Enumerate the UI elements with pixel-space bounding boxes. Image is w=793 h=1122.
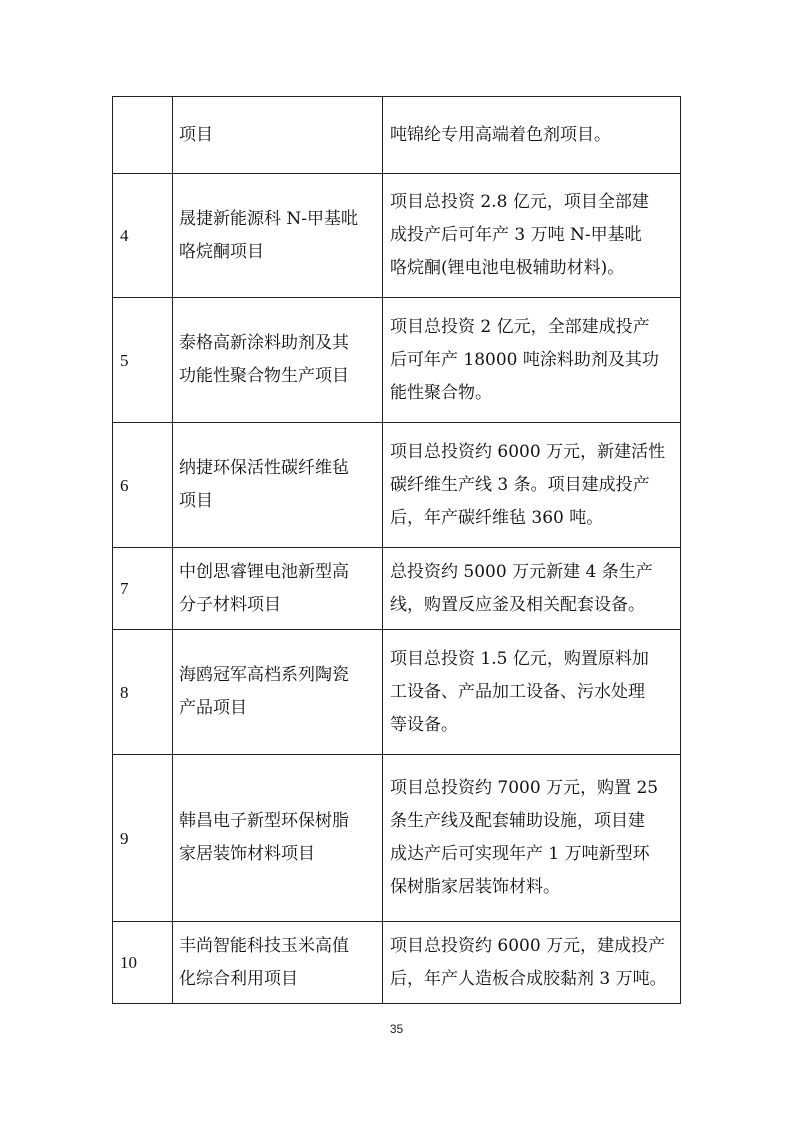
table-row: [113, 298, 681, 423]
table-row: [113, 630, 681, 755]
project-name-cell: [173, 755, 383, 922]
project-name-cell: [173, 174, 383, 298]
row-number-cell: 7: [113, 548, 173, 630]
project-description-line: 碳纤维生产线 3 条。项目建成投产: [390, 474, 650, 495]
project-name-cell: [173, 922, 383, 1004]
row-number-cell: 10: [113, 922, 173, 1004]
project-name-line: 化综合利用项目: [179, 968, 298, 989]
project-description-line: 项目总投资约 6000 万元，新建活性: [390, 441, 666, 462]
page-number: 35: [389, 1022, 404, 1036]
row-number-cell: 9: [113, 755, 173, 922]
project-description-line: 项目总投资约 7000 万元，购置 25: [390, 778, 659, 798]
project-description-line: 工设备、产品加工设备、污水处理: [390, 681, 645, 702]
project-description-line: 等设备。: [390, 714, 458, 735]
project-description-cell: [383, 298, 681, 423]
project-description-cell: [383, 174, 681, 298]
project-description-cell: [383, 97, 681, 174]
row-number-cell: 4: [113, 174, 173, 298]
project-table: [112, 96, 681, 1004]
project-description-line: 后，年产碳纤维毡 360 吨。: [390, 507, 604, 528]
project-name-cell: [173, 423, 383, 548]
project-name-line: 咯烷酮项目: [179, 241, 264, 262]
project-name-line: 海鸥冠军高档系列陶瓷: [179, 665, 349, 685]
project-description-cell: [383, 423, 681, 548]
project-description-line: 总投资约 5000 万元新建 4 条生产: [390, 561, 653, 582]
project-name-line: 中创思睿锂电池新型高: [179, 561, 349, 582]
project-description-cell: [383, 922, 681, 1004]
table-row: [113, 548, 681, 630]
project-description-line: 能性聚合物。: [390, 382, 492, 403]
project-description-line: 成达产后可实现年产 1 万吨新型环: [390, 844, 650, 864]
project-name-line: 韩昌电子新型环保树脂: [179, 811, 349, 831]
project-name-cell: [173, 630, 383, 755]
project-name-line: 项目: [179, 491, 213, 511]
project-description-line: 条生产线及配套辅助设施，项目建: [390, 811, 645, 831]
project-name-line: 功能性聚合物生产项目: [179, 366, 349, 386]
project-name-cell: [173, 97, 383, 174]
project-name-line: 丰尚智能科技玉米高值: [179, 935, 349, 956]
row-number-cell: 8: [113, 630, 173, 755]
table-row: [113, 423, 681, 548]
project-name-line: 产品项目: [179, 698, 247, 718]
project-name-line: 纳捷环保活性碳纤维毡: [179, 458, 349, 478]
project-description-line: 项目总投资约 6000 万元，建成投产: [390, 935, 666, 956]
project-description-cell: [383, 755, 681, 922]
project-description-line: 项目总投资 2.8 亿元，项目全部建: [390, 192, 649, 212]
project-name-line: 分子材料项目: [179, 594, 281, 615]
project-description-cell: [383, 630, 681, 755]
project-name-cell: [173, 298, 383, 423]
project-name-line: 晟捷新能源科 N-甲基吡: [179, 208, 359, 229]
project-description-cell: [383, 548, 681, 630]
project-description-line: 后，年产人造板合成胶黏剂 3 万吨。: [390, 968, 667, 989]
project-description-line: 项目总投资 1.5 亿元，购置原料加: [390, 648, 649, 669]
project-description-line: 咯烷酮(锂电池电极辅助材料)。: [390, 258, 625, 278]
table-row: [113, 97, 681, 174]
project-name-line: 项目: [179, 124, 213, 145]
project-description-line: 保树脂家居装饰材料。: [390, 877, 560, 897]
row-number-cell: 6: [113, 423, 173, 548]
project-description-line: 项目总投资 2 亿元，全部建成投产: [390, 316, 650, 337]
table-row: [113, 755, 681, 922]
project-description-line: 吨锦纶专用高端着色剂项目。: [390, 124, 611, 145]
project-name-line: 泰格高新涂料助剂及其: [179, 333, 349, 353]
row-number-cell: 5: [113, 298, 173, 423]
project-name-line: 家居装饰材料项目: [179, 844, 315, 864]
project-description-line: 后可年产 18000 吨涂料助剂及其功: [390, 349, 659, 370]
project-table-body: [113, 97, 681, 1004]
table-row: [113, 922, 681, 1004]
row-number-cell: [113, 97, 173, 174]
table-row: [113, 174, 681, 298]
project-description-line: 成投产后可年产 3 万吨 N-甲基吡: [390, 225, 642, 245]
project-name-cell: [173, 548, 383, 630]
project-description-line: 线，购置反应釜及相关配套设备。: [390, 594, 645, 615]
